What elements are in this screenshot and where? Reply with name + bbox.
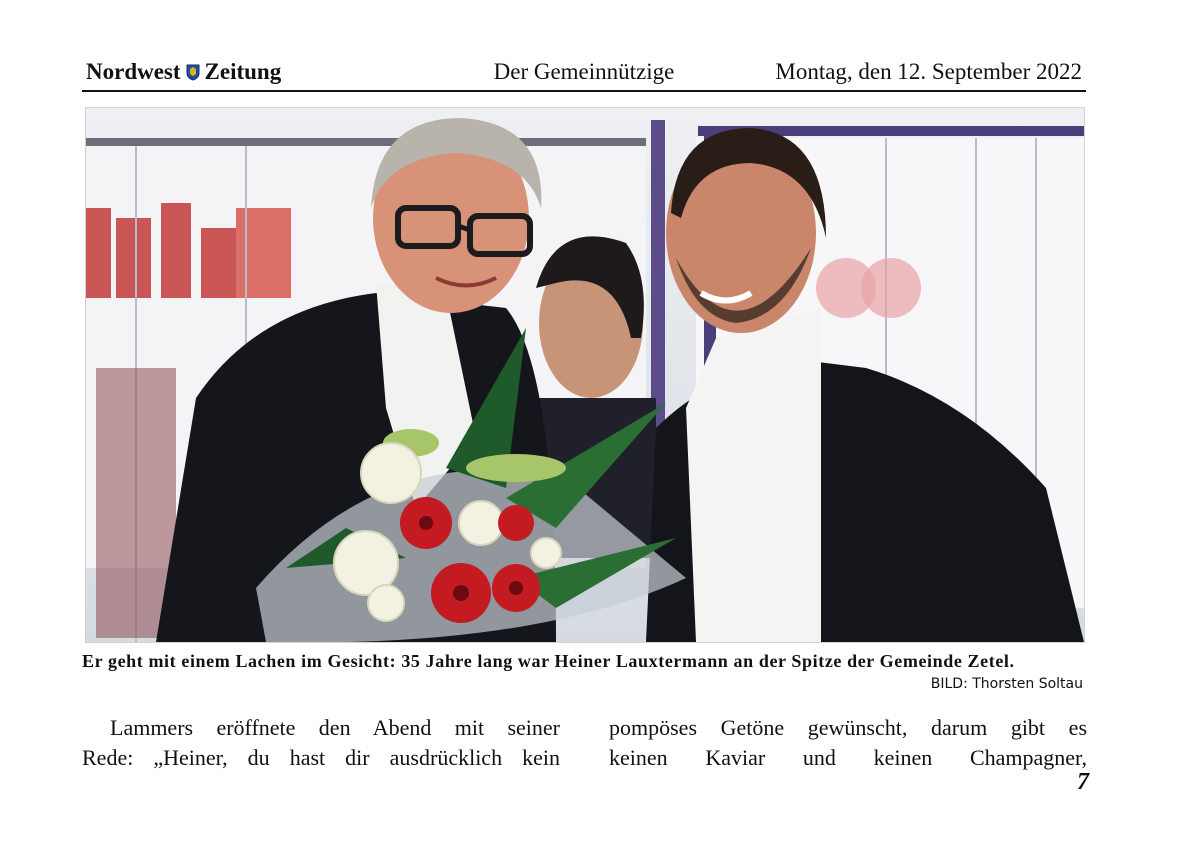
- masthead-right: Zeitung: [204, 59, 282, 84]
- news-photo: [85, 107, 1085, 643]
- section-title: Der Gemeinnützige: [493, 59, 675, 84]
- article-column-right: [609, 713, 1087, 773]
- article-line: Rede: „Heiner, du hast dir ausdrücklich kein: [82, 745, 560, 770]
- photo-caption: Er geht mit einem Lachen im Gesicht: 35 Jahre lang war Heiner Lauxtermann an der Spitze der Gemeinde Zetel.: [82, 651, 1015, 671]
- article-line: keinen Kaviar und keinen Champagner,: [609, 745, 1087, 770]
- photo-credit: BILD: Thorsten Soltau: [930, 676, 1083, 692]
- header-rule: [82, 90, 1086, 92]
- article-line: pompöses Getöne gewünscht, darum gibt es: [609, 715, 1087, 740]
- article-line: Lammers eröffnete den Abend mit seiner: [110, 715, 560, 740]
- masthead-left: Nordwest: [86, 59, 181, 84]
- photo-illustration: [86, 108, 1084, 642]
- article-column-left: [82, 713, 560, 773]
- issue-date: Montag, den 12. September 2022: [775, 59, 1082, 84]
- page-number: 7: [1077, 769, 1089, 795]
- page-header: [82, 56, 1086, 90]
